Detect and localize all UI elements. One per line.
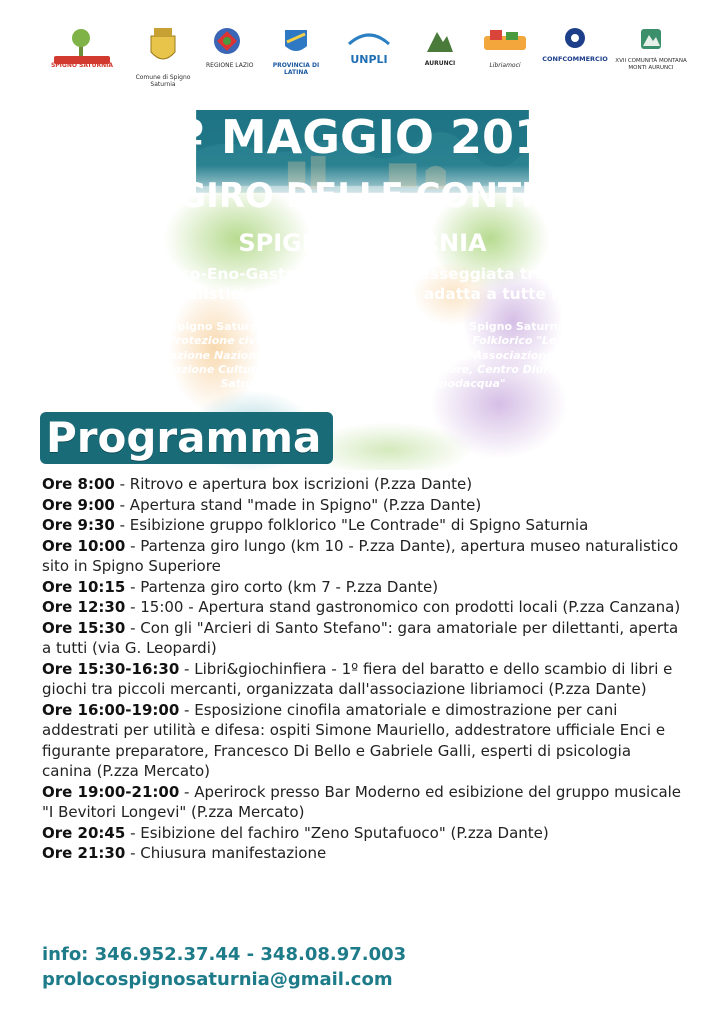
phone-numbers: info: 346.952.37.44 - 348.08.97.003 [42,944,407,965]
programme-text: - 15:00 - Apertura stand gastronomico con prodotti locali (P.zza Canzana) [125,598,681,616]
confcommercio-logo: CONFCOMMERCIO [540,26,610,63]
confcommercio-emblem-icon [563,26,587,50]
programme-text: - Esposizione cinofila amatoriale e dimostrazione per cani addestrati per utilità e difesa: ospiti Simone Mauriello, addestratore ufficiale Enci e figurante preparatore, Francesco Di Bello e Gabriele Galli, esperti di psicologia canina (P.zza Mercato) [42,700,666,780]
contact-info [42,942,682,992]
programme-time: Ore 12:30 [42,598,126,616]
programme-time: Ore 21:30 [42,844,126,862]
region-emblem-icon [212,26,242,56]
programme-item [42,782,682,823]
association-intro: Associazione Pro Loco Spigno Saturnia con il Patrocinio del Comune di Spigno Saturnia ed in collaborazione con: [28,320,698,348]
comune-logo: Comune di Spigno Saturnia [136,26,190,88]
comunita-montana-emblem-icon [638,26,664,52]
sponsor-logos [0,0,725,110]
programme-text: - Ritrovo e apertura box iscrizioni (P.zza Dante) [114,475,473,493]
programme-time: Ore 15:30 [42,618,126,637]
programme-time: Ore 15:30-16:30 [42,659,180,678]
programme-time: Ore 16:00-19:00 [42,700,180,719]
association-text [26,320,700,391]
tree-icon [52,26,112,66]
regione-lazio-logo: REGIONE LAZIO [206,26,248,69]
programme-item [42,659,682,700]
programme-text: - Esibizione gruppo folklorico "Le Contrade" di Spigno Saturnia [114,516,589,534]
programme-text: - Libri&giochinfiera - 1º fiera del baratto e dello scambio di libri e giochi tra piccoli mercanti, organizzata dall'associazione libriamoci (P.zza Dante) [42,659,673,698]
event-description: Manifestazione Eco-Eno-Gastronomica con passeggiata tra i paesaggi rurali e naturalistici di Spigno Saturnia, adatta a tutte le età [31,265,694,303]
programme-time: Ore 9:00 [42,495,115,514]
programme-time: Ore 20:45 [42,823,126,842]
event-title: 36º GIRO DELLE CONTRADE [99,176,626,216]
libriamoci-logo: Libriamoci [478,26,532,69]
event-date: 1º MAGGIO 2018 [146,110,579,164]
programme-item [42,536,682,577]
programme-text: - Partenza giro lungo (km 10 - P.zza Dante), apertura museo naturalistico sito in Spigno Superiore [42,536,679,575]
coat-of-arms-icon [148,26,178,68]
programme-text: - Aperirock presso Bar Moderno ed esibizione del gruppo musicale "I Bevitori Longevi" (P.zza Mercato) [42,782,682,821]
programme-item [42,474,682,495]
programme-item [42,495,682,516]
mountain-icon [425,26,455,54]
programme-item [42,843,682,864]
programme-title: Programma [40,412,333,464]
unpli-wave-icon [347,26,391,48]
programme-text: - Esibizione del fachiro "Zeno Sputafuoco" (P.zza Dante) [125,823,549,842]
programme-text: - Partenza giro corto (km 7 - P.zza Dante) [125,577,439,596]
event-place: SPIGNO SATURNIA [238,229,487,257]
programme-text: - Con gli "Arcieri di Santo Stefano": gara amatoriale per dilettanti, aperta a tutti (via G. Leopardi) [42,618,679,657]
programme-time: Ore 19:00-21:00 [42,782,180,801]
programme-time: Ore 10:00 [42,536,126,555]
programme-list [42,474,682,864]
spigno-saturnia-logo: SPIGNO SATURNIA [42,26,122,69]
programme-time: Ore 10:15 [42,577,126,596]
programme-item [42,515,682,536]
association-partners: Associazione di Protezione civile "Angeli dell'Ambiente", Gruppo Folklorico "Le Contrade", Arcieri di Santo Stefano, Associazione Nazionale Carabinieri di Spigno Saturnia, Associazione Rio Conca, Parrocchie Spigno Saturnia, Associazione Culturale e Sportiva di Spigno Superiore, Centro Diurno per anziani di Spigno Saturnia, Associazione "Amici di Capodacqua" [26,334,700,391]
provincia-latina-logo: PROVINCIA DI LATINA [270,26,322,76]
programme-item [42,823,682,844]
province-emblem-icon [281,26,311,56]
programme-time: Ore 9:30 [42,516,115,534]
programme-text: - Chiusura manifestazione [125,844,327,862]
unpli-logo: UNPLI [342,26,396,66]
comunita-montana-logo: XVII COMUNITÀ MONTANA MONTI AURUNCI [616,26,686,72]
programme-time: Ore 8:00 [42,475,115,493]
programme-item [42,618,682,659]
aurunci-logo: AURUNCI [418,26,462,67]
programme-item [42,577,682,598]
programme-item [42,700,682,782]
programme-item [42,597,682,618]
books-icon [480,26,530,56]
email-address[interactable]: prolocospignosaturnia@gmail.com [42,969,393,990]
programme-text: - Apertura stand "made in Spigno" (P.zza Dante) [114,495,482,514]
